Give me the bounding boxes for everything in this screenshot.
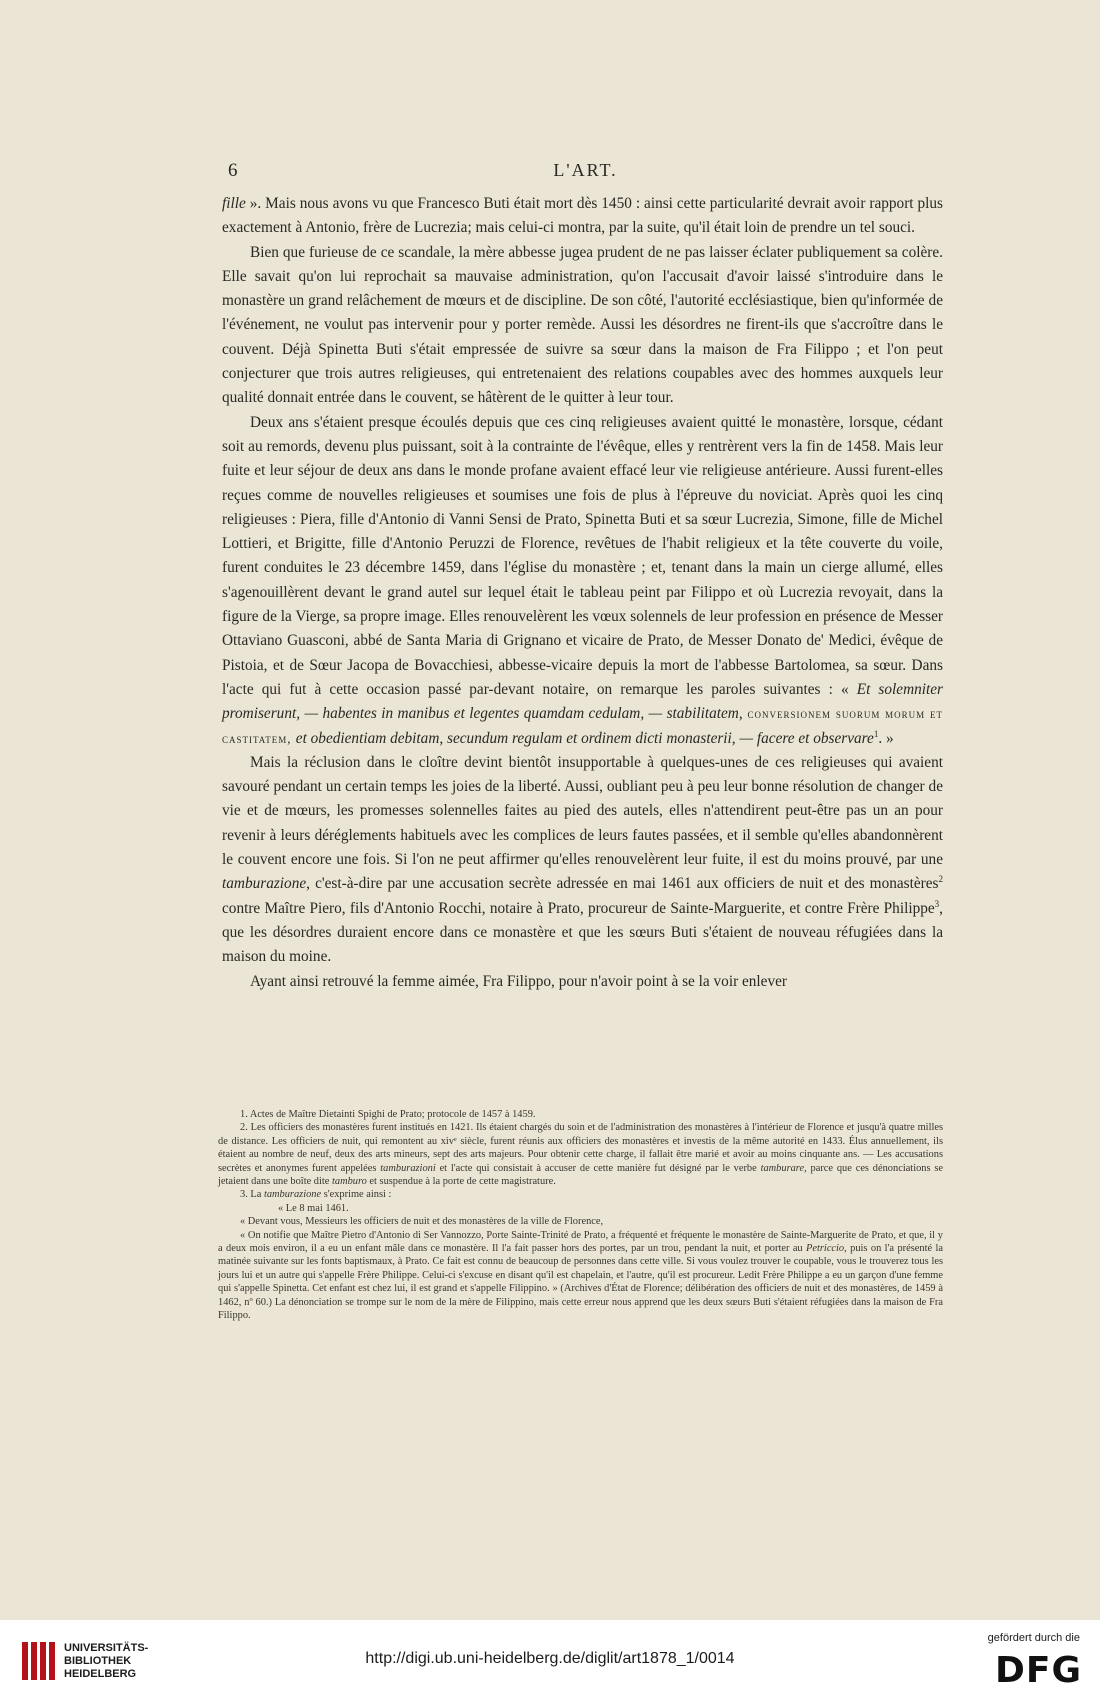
- footnote-text: 3. La: [240, 1189, 264, 1201]
- italic-word: Petriccio: [806, 1243, 845, 1255]
- page-header: [228, 160, 943, 184]
- paragraph-text: contre Maître Piero, fils d'Antonio Rocchi, notaire à Prato, procureur de Sainte-Marguerite, et contre Frère Philippe: [222, 899, 935, 917]
- paragraph-3: [222, 411, 943, 751]
- library-name-line: BIBLIOTHEK: [64, 1655, 132, 1667]
- paragraph-2: Bien que furieuse de ce scandale, la mère abbesse jugea prudent de ne pas laisser éclater publiquement sa colère. Elle savait qu'on lui reprochait sa mauvaise administration, qu'on l'accusait d'avoir laissé s'introduire dans le monastère un grand relâchement de mœurs et de discipline. De son côté, l'autorité ecclésiastique, bien qu'informée de l'événement, ne voulut pas intervenir pour y porter remède. Aussi les désordres ne firent-ils que s'accroître dans le couvent. Déjà Spinetta Buti s'était empressée de suivre sa sœur dans la maison de Fra Filippo ; et l'on peut conjecturer que trois autres religieuses, qui entretenaient des relations coupables avec des hommes auxquels leur qualité donnait entrée dans le couvent, se hâtèrent de le quitter à leur tour.: [222, 243, 943, 407]
- italic-word: tamburo: [331, 1176, 367, 1188]
- paragraph-text: Mais la réclusion dans le cloître devint bientôt insupportable à quelques-unes de ces religieuses qui avaient savouré pendant un certain temps les joies de la liberté. Aussi, oubliant peu à peu leur bonne résolution de changer de vie et de mœurs, les promesses solennelles faites au pied des autels, elles n'attendirent peut-être pas un an pour revenir à leurs déréglements habituels avec les complices de leurs fautes passées, et il semble qu'elles abandonnèrent le couvent encore une fois. Si l'on ne peut affirmer qu'elles renouvelèrent leur fuite, il est du moins prouvé, par une: [222, 753, 943, 869]
- latin-quote: et obedientiam debitam, secundum regulam et ordinem dicti monasterii, — facere et observare: [295, 729, 874, 747]
- footnote-ref: 1: [873, 728, 879, 739]
- italic-word: tamburare: [760, 1162, 805, 1174]
- running-title: L'ART.: [553, 160, 618, 180]
- latin-quote-caps: conversionem suorum morum et castitatem,: [222, 706, 944, 746]
- paragraph-5: Ayant ainsi retrouvé la femme aimée, Fra Filippo, pour n'avoir point à se la voir enlever: [250, 972, 788, 990]
- paragraph-text: , c'est-à-dire par une accusation secrète adressée en mai 1461 aux officiers de nuit et des monastères: [306, 875, 939, 893]
- footnote-text: , parce que ces dénonciations se jetaient dans une boîte dite: [218, 1162, 944, 1188]
- footnote-3-quote-1: « Devant vous, Messieurs les officiers de nuit et des monastères de la ville de Florence,: [240, 1216, 604, 1228]
- footnote-ref: 2: [938, 874, 943, 885]
- footnote-text: « On notifie que Maître Pietro d'Antonio di Ser Vannozzo, Porte Sainte-Trinité de Prato, a fréquenté et fréquente le monastère de Sainte-Marguerite de Prato, et que, il y a deux mois environ, il a eu un enfant mâle dans ce monastère. Il l'a fait passer hors des portes, par un trou, pendant la nuit, et porter au: [218, 1229, 943, 1255]
- library-name-line: HEIDELBERG: [64, 1668, 137, 1680]
- footnote-text: 2. Les officiers des monastères furent institués en 1421. Ils étaient chargés du soin et de l'administration des monastères à l'intérieur de Florence et jusqu'à quatre milles de distance. Les officiers de nuit, qui remontent au xivᵉ siècle, furent réunis aux officiers des monastères et investis de la même autorité en 1433. Élus annuellement, ils étaient au nombre de neuf, deux des arts mineurs, sept des arts majeurs. Pour obtenir cette charge, il fallait être marié et avoir au moins cinquante ans. — Les accusations secrètes et anonymes furent appelées: [218, 1122, 943, 1174]
- italic-word: fille: [222, 195, 246, 212]
- footnote-2: [218, 1121, 943, 1188]
- dfg-logo: DFG: [994, 1650, 1082, 1691]
- paragraph-text: , que les désordres duraient encore dans ce monastère et que les sœurs Buti s'étaient de nouveau réfugiées dans la maison du moine.: [222, 899, 943, 966]
- body-text: [222, 192, 943, 994]
- footnote-text: , puis on l'a présenté la matinée suivante sur les fonts baptismaux, à Prato. Ce fait est connu de beaucoup de personnes dans cette ville. Si vous voulez trouver le coupable, vous le trouverez tous les jours lui et un autre qui s'appelle Frère Philippe. Celui-ci s'excuse en disant qu'il est chapelain, et l'autre, qu'il est procureur. Ledit Frère Philippe a eu un garçon d'une femme qui s'appelle Spinetta. Cet enfant est chez lui, il est grand et s'appelle Filippino. » (Archives d'État de Florence; délibération des officiers de nuit et des monastères, de 1459 à 1462, nº 60.) La dénonciation se trompe sur le nom de la mère de Filippino, mais cette erreur nous apprend que les deux sœurs Buti s'étaient réfugiées dans la maison de Fra Filippo.: [218, 1243, 943, 1322]
- italic-word: tamburazione: [263, 1189, 322, 1201]
- library-name-line: UNIVERSITÄTS-: [64, 1642, 149, 1654]
- paragraph-4: [222, 751, 943, 970]
- footnote-text: et suspendue à la porte de cette magistrature.: [366, 1176, 556, 1188]
- paragraph-1: [222, 192, 943, 241]
- footnotes: [218, 1108, 943, 1323]
- footnote-text: et l'acte qui consistait à accuser de cette manière fut désigné par le verbe: [435, 1162, 761, 1174]
- italic-word: tamburazioni: [380, 1162, 436, 1174]
- italic-word: tamburazione: [222, 875, 307, 893]
- footnote-3-quote-2: [218, 1229, 943, 1323]
- paragraph-text: . »: [878, 729, 894, 747]
- footer-bar: [0, 1620, 1100, 1700]
- footnote-1: 1. Actes de Maître Dietainti Spighi de Prato; protocole de 1457 à 1459.: [240, 1109, 536, 1120]
- funded-by-label: gefördert durch die: [987, 1632, 1080, 1644]
- footnote-text: s'exprime ainsi :: [321, 1189, 392, 1201]
- footnote-3: [218, 1188, 943, 1201]
- latin-quote: Et solemniter promiserunt, — habentes in manibus et legentes quamdam cedulam, — stabilitatem,: [222, 680, 944, 723]
- footnote-3-date: « Le 8 mai 1461.: [278, 1202, 349, 1214]
- footnote-ref: 3: [934, 898, 940, 909]
- permalink-url[interactable]: http://digi.ub.uni-heidelberg.de/diglit/art1878_1/0014: [365, 1650, 735, 1667]
- page-number: 6: [228, 160, 238, 181]
- paragraph-text: Deux ans s'étaient presque écoulés depuis que ces cinq religieuses avaient quitté le monastère, lorsque, cédant soit au remords, devenu plus puissant, soit à la contrainte de l'évêque, elles y rentrèrent vers la fin de 1458. Mais leur fuite et leur séjour de deux ans dans le monde profane avaient effacé leur vie religieuse antérieure. Aussi furent-elles reçues comme de nouvelles religieuses et soumises une fois de plus à l'épreuve du noviciat. Après quoi les cinq religieuses : Piera, fille d'Antonio di Vanni Sensi de Prato, Spinetta Buti et sa sœur Lucrezia, Simone, fille de Michel Lottieri, et Brigitte, fille d'Antonio Peruzzi de Florence, revêtues de l'habit religieux et la tête couverte du voile, furent conduites le 23 décembre 1459, dans l'église du monastère ; et, tenant dans la main un cierge allumé, elles s'agenouillèrent devant le grand autel sur lequel était le tableau peint par Filippo et où Lucrezia revoyait, dans la figure de la Vierge, sa propre image. Elles renouvelèrent les vœux solennels de leur profession en présence de Messer Ottaviano Guasconi, abbé de Santa Maria di Grignano et vicaire de Prato, de Messer Donato de' Medici, évêque de Pistoia, et de Sœur Jacopa de Bovacchiesi, abbesse-vicaire depuis la mort de l'abbesse Bartolomea, sa sœur. Dans l'acte qui fut à cette occasion passé par-devant notaire, on remarque les paroles suivantes : «: [222, 413, 943, 698]
- paragraph-text: ». Mais nous avons vu que Francesco Buti était mort dès 1450 : ainsi cette particularité devrait avoir rapport plus exactement à Antonio, frère de Lucrezia; mais celui-ci montra, par la suite, qu'il était loin de prendre un tel souci.: [222, 195, 943, 237]
